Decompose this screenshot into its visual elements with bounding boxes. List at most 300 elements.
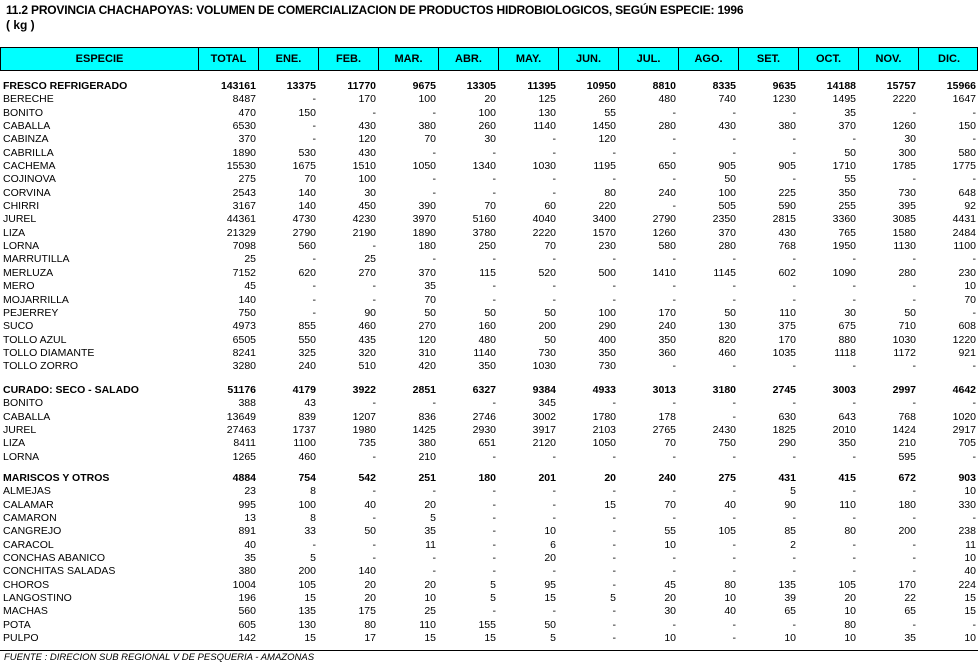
cell-value: 70	[664, 498, 676, 511]
species-name: COJINOVA	[3, 173, 56, 186]
cell-value: 370	[238, 133, 256, 146]
cell-value: 15530	[226, 160, 256, 173]
cell-value: 602	[778, 266, 796, 279]
cell-value: 170	[358, 93, 376, 106]
cell-value: 196	[238, 592, 256, 605]
cell-value: -	[852, 293, 856, 306]
cell-value: 170	[778, 333, 796, 346]
cell-value: -	[492, 146, 496, 159]
cell-value: 130	[298, 618, 316, 631]
cell-value: 80	[844, 525, 856, 538]
cell-value: 595	[898, 450, 916, 463]
species-name: POTA	[3, 618, 31, 631]
cell-value: 350	[478, 360, 496, 373]
cell-value: -	[672, 565, 676, 578]
cell-value: -	[552, 173, 556, 186]
cell-value: 375	[778, 320, 796, 333]
cell-value: 20	[424, 578, 436, 591]
cell-value: 891	[238, 525, 256, 538]
cell-value: 3280	[232, 360, 256, 373]
cell-value: 620	[298, 266, 316, 279]
species-name: BONITO	[3, 397, 44, 410]
cell-value: 1340	[472, 160, 496, 173]
cell-value: 15	[424, 632, 436, 645]
cell-value: -	[732, 512, 736, 525]
cell-value: -	[912, 618, 916, 631]
cell-value: 1118	[834, 346, 856, 359]
cell-value: 325	[298, 346, 316, 359]
cell-value: -	[492, 173, 496, 186]
cell-value: 65	[784, 605, 796, 618]
table-row	[0, 499, 980, 512]
cell-value: 836	[418, 410, 436, 423]
cell-value: 754	[298, 472, 316, 484]
cell-value: 251	[418, 472, 436, 484]
cell-value: -	[972, 306, 976, 319]
table-row	[0, 120, 980, 133]
cell-value: 6	[550, 538, 556, 551]
table-row	[0, 632, 980, 645]
section-total-row	[0, 384, 980, 397]
cell-value: 765	[838, 226, 856, 239]
cell-value: 650	[658, 160, 676, 173]
cell-value: 23	[244, 485, 256, 498]
cell-value: -	[612, 565, 616, 578]
cell-value: 30	[664, 605, 676, 618]
cell-value: 10	[544, 525, 556, 538]
cell-value: 450	[358, 200, 376, 213]
cell-value: 200	[538, 320, 556, 333]
table-row	[0, 411, 980, 424]
cell-value: 542	[358, 472, 376, 484]
table-bottom-rule	[0, 650, 978, 651]
cell-value: 115	[479, 266, 496, 279]
cell-value: 590	[778, 200, 796, 213]
cell-value: 14188	[826, 80, 856, 92]
cell-value: -	[852, 565, 856, 578]
cell-value: -	[492, 512, 496, 525]
table-row	[0, 107, 980, 120]
cell-value: 1495	[832, 93, 856, 106]
cell-value: 39	[784, 592, 796, 605]
table-row	[0, 200, 980, 213]
cell-value: 1950	[832, 240, 856, 253]
column-header-feb: FEB.	[319, 48, 379, 70]
cell-value: 110	[839, 498, 856, 511]
cell-value: -	[972, 360, 976, 373]
cell-value: -	[492, 186, 496, 199]
cell-value: 270	[418, 320, 436, 333]
cell-value: 7098	[232, 240, 256, 253]
cell-value: 5	[610, 592, 616, 605]
table-row	[0, 565, 980, 578]
cell-value: 651	[478, 437, 496, 450]
cell-value: 20	[604, 472, 616, 484]
cell-value: -	[912, 552, 916, 565]
species-name: MERLUZA	[3, 266, 54, 279]
cell-value: 170	[658, 306, 676, 319]
species-name: TOLLO DIAMANTE	[3, 346, 95, 359]
table-row	[0, 360, 980, 373]
cell-value: 20	[424, 498, 436, 511]
cell-value: 10	[964, 485, 976, 498]
cell-value: 2745	[772, 384, 796, 396]
cell-value: 330	[958, 498, 976, 511]
cell-value: 10	[724, 592, 736, 605]
table-row	[0, 267, 980, 280]
cell-value: 8241	[232, 346, 256, 359]
cell-value: 50	[724, 306, 736, 319]
cell-value: 1230	[772, 93, 796, 106]
cell-value: 2746	[472, 410, 496, 423]
cell-value: 100	[478, 106, 496, 119]
species-name: TOLLO ZORRO	[3, 360, 79, 373]
cell-value: 10	[964, 552, 976, 565]
table-row	[0, 334, 980, 347]
unit-label: ( kg )	[6, 18, 35, 32]
cell-value: 275	[718, 472, 736, 484]
cell-value: 50	[724, 173, 736, 186]
cell-value: -	[912, 106, 916, 119]
cell-value: 8810	[652, 80, 676, 92]
cell-value: 120	[598, 133, 616, 146]
species-name: SUCO	[3, 320, 34, 333]
cell-value: 224	[958, 578, 976, 591]
table-row	[0, 539, 980, 552]
cell-value: 580	[658, 240, 676, 253]
cell-value: 40	[364, 498, 376, 511]
cell-value: 11	[425, 538, 436, 551]
cell-value: 25	[244, 253, 256, 266]
cell-value: 1260	[892, 120, 916, 133]
cell-value: 80	[604, 186, 616, 199]
cell-value: 130	[718, 320, 736, 333]
cell-value: -	[672, 552, 676, 565]
cell-value: -	[612, 450, 616, 463]
cell-value: 15	[304, 632, 316, 645]
column-header-abr: ABR.	[439, 48, 499, 70]
cell-value: -	[432, 106, 436, 119]
cell-value: 135	[298, 605, 316, 618]
cell-value: -	[552, 485, 556, 498]
cell-value: 100	[718, 186, 736, 199]
cell-value: -	[612, 397, 616, 410]
cell-value: -	[732, 253, 736, 266]
cell-value: 15	[604, 498, 616, 511]
cell-value: -	[552, 565, 556, 578]
cell-value: 480	[478, 333, 496, 346]
cell-value: -	[792, 552, 796, 565]
cell-value: 648	[958, 186, 976, 199]
cell-value: 395	[898, 200, 916, 213]
cell-value: 50	[364, 525, 376, 538]
cell-value: 15	[964, 592, 976, 605]
cell-value: 50	[544, 618, 556, 631]
cell-value: 4431	[952, 213, 976, 226]
cell-value: 1050	[412, 160, 436, 173]
cell-value: 15757	[886, 80, 916, 92]
cell-value: 11770	[347, 80, 376, 92]
cell-value: 140	[298, 200, 316, 213]
cell-value: 740	[718, 93, 736, 106]
cell-value: 1890	[412, 226, 436, 239]
cell-value: 10	[664, 538, 676, 551]
cell-value: 400	[598, 333, 616, 346]
cell-value: 420	[418, 360, 436, 373]
cell-value: 1647	[952, 93, 976, 106]
cell-value: -	[672, 146, 676, 159]
cell-value: 1207	[352, 410, 376, 423]
cell-value: 1785	[892, 160, 916, 173]
cell-value: 130	[538, 106, 556, 119]
species-name: PULPO	[3, 632, 39, 645]
cell-value: -	[732, 485, 736, 498]
cell-value: 3970	[412, 213, 436, 226]
cell-value: 995	[238, 498, 256, 511]
cell-value: -	[852, 552, 856, 565]
cell-value: 3085	[892, 213, 916, 226]
cell-value: 1030	[532, 360, 556, 373]
cell-value: 6530	[232, 120, 256, 133]
cell-value: -	[912, 538, 916, 551]
cell-value: 40	[964, 565, 976, 578]
cell-value: 2543	[232, 186, 256, 199]
cell-value: -	[792, 397, 796, 410]
species-name: CABINZA	[3, 133, 49, 146]
cell-value: 2790	[292, 226, 316, 239]
cell-value: 35	[424, 280, 436, 293]
table-row	[0, 307, 980, 320]
column-header-ago: AGO.	[679, 48, 739, 70]
cell-value: -	[732, 280, 736, 293]
species-name: BONITO	[3, 106, 44, 119]
cell-value: 880	[838, 333, 856, 346]
cell-value: 240	[658, 472, 676, 484]
cell-value: -	[552, 146, 556, 159]
cell-value: 3360	[832, 213, 856, 226]
cell-value: 80	[364, 618, 376, 631]
cell-value: 560	[238, 605, 256, 618]
cell-value: -	[732, 618, 736, 631]
cell-value: 70	[304, 173, 316, 186]
cell-value: 1004	[232, 578, 256, 591]
cell-value: 55	[604, 106, 616, 119]
cell-value: -	[852, 485, 856, 498]
cell-value: 13305	[466, 80, 496, 92]
cell-value: 9384	[532, 384, 556, 396]
column-header-set: SET.	[739, 48, 799, 70]
cell-value: -	[672, 133, 676, 146]
cell-value: -	[432, 552, 436, 565]
cell-value: -	[852, 538, 856, 551]
cell-value: 1140	[473, 346, 496, 359]
cell-value: 1172	[893, 346, 916, 359]
cell-value: -	[372, 512, 376, 525]
cell-value: 820	[718, 333, 736, 346]
cell-value: -	[672, 106, 676, 119]
table-row	[0, 485, 980, 498]
cell-value: -	[492, 485, 496, 498]
cell-value: -	[792, 450, 796, 463]
cell-value: 80	[724, 578, 736, 591]
column-header-jul: JUL.	[619, 48, 679, 70]
cell-value: 15	[484, 632, 496, 645]
cell-value: -	[612, 525, 616, 538]
cell-value: 5	[790, 485, 796, 498]
cell-value: -	[972, 173, 976, 186]
cell-value: 120	[358, 133, 376, 146]
cell-value: 30	[484, 133, 496, 146]
cell-value: 2	[790, 538, 796, 551]
cell-value: 13	[244, 512, 256, 525]
cell-value: -	[492, 280, 496, 293]
table-row	[0, 227, 980, 240]
cell-value: 460	[298, 450, 316, 463]
cell-value: 11	[965, 538, 976, 551]
cell-value: 390	[418, 200, 436, 213]
cell-value: 4884	[232, 472, 256, 484]
cell-value: 480	[658, 93, 676, 106]
cell-value: -	[672, 450, 676, 463]
cell-value: -	[912, 565, 916, 578]
table-row	[0, 605, 980, 618]
cell-value: 345	[538, 397, 556, 410]
cell-value: 45	[244, 280, 256, 293]
species-name: CABRILLA	[3, 146, 54, 159]
cell-value: -	[372, 106, 376, 119]
cell-value: 630	[778, 410, 796, 423]
cell-value: 839	[298, 410, 316, 423]
cell-value: -	[672, 618, 676, 631]
section-mariscos-y-otros	[0, 472, 980, 645]
cell-value: -	[612, 578, 616, 591]
table-row	[0, 187, 980, 200]
cell-value: -	[672, 293, 676, 306]
cell-value: -	[312, 133, 316, 146]
table-row	[0, 525, 980, 538]
table-row	[0, 253, 980, 266]
cell-value: 50	[544, 333, 556, 346]
cell-value: 50	[484, 306, 496, 319]
cell-value: 5	[430, 512, 436, 525]
column-header-may: MAY.	[499, 48, 559, 70]
cell-value: 510	[358, 360, 376, 373]
cell-value: 105	[838, 578, 856, 591]
table-header	[0, 47, 978, 71]
cell-value: -	[432, 397, 436, 410]
cell-value: 135	[778, 578, 796, 591]
cell-value: 470	[238, 106, 256, 119]
cell-value: -	[972, 253, 976, 266]
cell-value: 200	[898, 525, 916, 538]
cell-value: 2815	[772, 213, 796, 226]
cell-value: 10	[424, 592, 436, 605]
cell-value: 10	[844, 632, 856, 645]
cell-value: 80	[844, 618, 856, 631]
species-name: MERO	[3, 280, 35, 293]
cell-value: -	[972, 512, 976, 525]
cell-value: -	[732, 397, 736, 410]
cell-value: -	[312, 306, 316, 319]
cell-value: -	[792, 146, 796, 159]
cell-value: 550	[298, 333, 316, 346]
cell-value: 201	[538, 472, 556, 484]
table-row	[0, 347, 980, 360]
cell-value: 380	[418, 120, 436, 133]
cell-value: 5	[490, 578, 496, 591]
cell-value: -	[432, 485, 436, 498]
cell-value: 1424	[892, 424, 916, 437]
cell-value: 1265	[232, 450, 256, 463]
cell-value: 11395	[527, 80, 556, 92]
cell-value: 40	[724, 605, 736, 618]
cell-value: 350	[838, 186, 856, 199]
cell-value: 6505	[232, 333, 256, 346]
cell-value: 1020	[952, 410, 976, 423]
cell-value: 270	[358, 266, 376, 279]
table-row	[0, 213, 980, 226]
cell-value: 155	[478, 618, 496, 631]
species-name: PEJERREY	[3, 306, 59, 319]
cell-value: 435	[358, 333, 376, 346]
cell-value: 672	[898, 472, 916, 484]
cell-value: 20	[364, 592, 376, 605]
cell-value: 60	[544, 200, 556, 213]
cell-value: 15966	[946, 80, 976, 92]
cell-value: -	[492, 605, 496, 618]
cell-value: 25	[424, 605, 436, 618]
cell-value: 180	[478, 472, 496, 484]
cell-value: 1737	[292, 424, 316, 437]
cell-value: 1825	[772, 424, 796, 437]
cell-value: 905	[778, 160, 796, 173]
cell-value: 370	[838, 120, 856, 133]
cell-value: 3922	[352, 384, 376, 396]
cell-value: -	[612, 146, 616, 159]
cell-value: 260	[598, 93, 616, 106]
cell-value: 1980	[352, 424, 376, 437]
cell-value: -	[672, 397, 676, 410]
cell-value: -	[852, 280, 856, 293]
cell-value: 240	[658, 320, 676, 333]
cell-value: 580	[958, 146, 976, 159]
cell-value: 8487	[232, 93, 256, 106]
cell-value: -	[372, 538, 376, 551]
cell-value: 100	[358, 173, 376, 186]
species-name: CHOROS	[3, 578, 50, 591]
cell-value: 260	[478, 120, 496, 133]
species-name: JUREL	[3, 213, 37, 226]
cell-value: -	[492, 253, 496, 266]
cell-value: 430	[358, 146, 376, 159]
cell-value: 92	[964, 200, 976, 213]
cell-value: 50	[844, 146, 856, 159]
cell-value: -	[792, 106, 796, 119]
cell-value: -	[852, 133, 856, 146]
column-header-nov: NOV.	[859, 48, 919, 70]
cell-value: 905	[718, 160, 736, 173]
cell-value: 65	[904, 605, 916, 618]
cell-value: -	[612, 552, 616, 565]
cell-value: 240	[658, 186, 676, 199]
cell-value: 360	[658, 346, 676, 359]
cell-value: 5	[550, 632, 556, 645]
cell-value: 6327	[472, 384, 496, 396]
cell-value: 750	[238, 306, 256, 319]
cell-value: 43	[304, 397, 316, 410]
cell-value: -	[672, 253, 676, 266]
cell-value: 3013	[652, 384, 676, 396]
